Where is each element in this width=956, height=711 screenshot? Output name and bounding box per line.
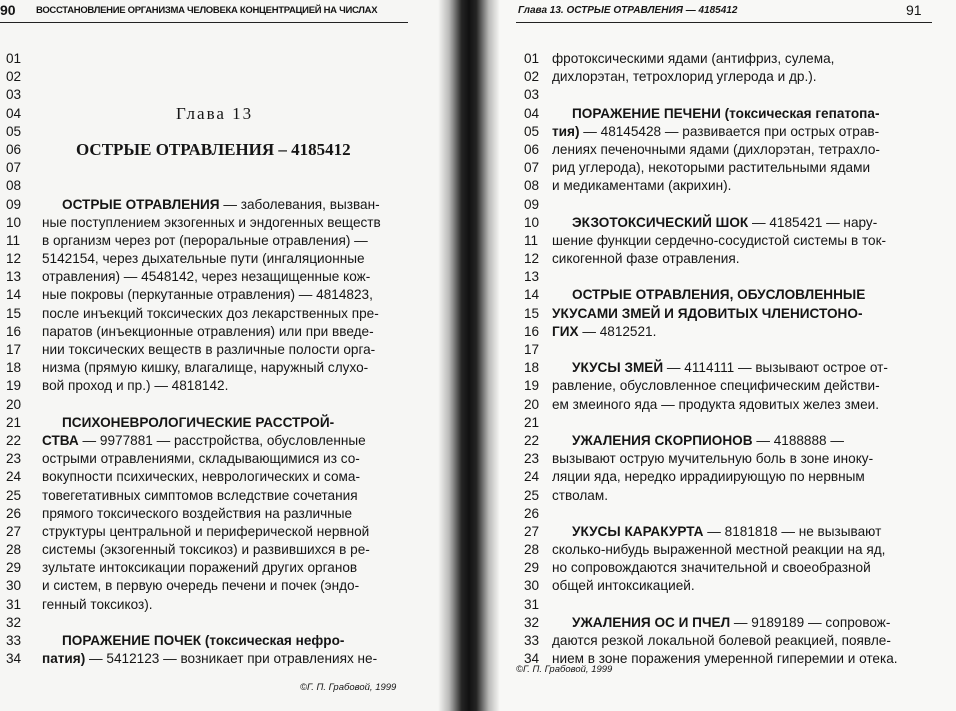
- line-number: 02: [524, 69, 540, 85]
- body-text: ем змеиного яда — продукта ядовитых желез змеи.: [552, 396, 880, 412]
- line-text: [552, 523, 881, 541]
- line-number: 25: [6, 487, 22, 503]
- bold-term: патия): [42, 651, 86, 667]
- line-number: 30: [6, 578, 22, 594]
- bold-term: ОСТРЫЕ ОТРАВЛЕНИЯ: [62, 196, 220, 212]
- text-line: [0, 232, 452, 250]
- line-number: 06: [6, 141, 22, 157]
- line-number: 18: [524, 360, 540, 376]
- text-line: [0, 377, 452, 395]
- text-line: [0, 341, 452, 359]
- line-text: [42, 268, 370, 286]
- line-text: [552, 396, 879, 414]
- text-line: [0, 541, 452, 559]
- text-line: [452, 68, 956, 86]
- bold-term: УКУСЫ ЗМЕЙ: [572, 360, 664, 376]
- line-number: 24: [6, 469, 22, 485]
- line-number: 19: [524, 378, 540, 394]
- line-text: [552, 577, 695, 595]
- line-number: 28: [524, 542, 540, 558]
- bold-term: СТВА: [42, 432, 79, 448]
- line-text: [42, 232, 368, 250]
- body-text: — 8181818 — не вызывают: [703, 523, 882, 539]
- body-text: — 4114111 — вызывают острое от-: [663, 360, 888, 376]
- line-number: 11: [524, 232, 539, 248]
- line-text: [42, 450, 360, 468]
- line-text: [552, 214, 877, 232]
- text-line: [452, 196, 956, 214]
- bold-term: ПОРАЖЕНИЕ ПОЧЕК (токсическая нефро-: [62, 633, 345, 648]
- line-text: [42, 650, 377, 668]
- text-line: [452, 232, 956, 250]
- line-text: [552, 559, 871, 577]
- bold-term: УЖАЛЕНИЯ ОС И ПЧЕЛ: [572, 614, 731, 630]
- body-text: и медикаментами (акрихин).: [552, 178, 732, 194]
- line-text: [552, 632, 891, 650]
- body-text: — 5412123 — возникает при отравлениях не-: [85, 651, 378, 667]
- line-number: 33: [524, 633, 540, 648]
- text-line: [0, 650, 452, 668]
- line-text: [42, 596, 153, 614]
- body-text: — заболевания, вызван-: [219, 196, 380, 212]
- left-page: [0, 0, 452, 711]
- line-number: 04: [6, 105, 22, 121]
- bold-term: ПСИХОНЕВРОЛОГИЧЕСКИЕ РАССТРОЙ-: [62, 414, 335, 430]
- line-text: [42, 487, 358, 505]
- line-text: [42, 541, 370, 559]
- line-text: [552, 177, 731, 195]
- text-line: [452, 177, 956, 195]
- body-text: общей интоксикацией.: [552, 578, 695, 594]
- body-text: системы (экзогенный токсикоз) и развившихся в ре-: [42, 542, 370, 558]
- line-number: 09: [6, 196, 22, 212]
- text-line: [452, 323, 956, 341]
- body-text: зультате интоксикации поражений других органов: [42, 560, 358, 576]
- line-number: 03: [524, 87, 540, 103]
- line-number: 13: [524, 269, 540, 285]
- line-number: 32: [524, 614, 540, 630]
- body-text: товегетативных симптомов вследствие сочетания: [42, 487, 358, 503]
- line-number: 34: [524, 651, 540, 667]
- text-line: [0, 68, 452, 86]
- line-number: 02: [6, 69, 22, 85]
- text-line: [0, 396, 452, 414]
- line-number: 01: [6, 51, 22, 66]
- bold-term: ОСТРЫЕ ОТРАВЛЕНИЯ, ОБУСЛОВЛЕННЫЕ: [572, 287, 866, 303]
- left-copyright: ©Г. П. Грабовой, 1999: [300, 682, 397, 693]
- line-text: [552, 487, 608, 505]
- text-line: [452, 614, 956, 632]
- text-line: [452, 123, 956, 141]
- line-text: [552, 614, 890, 632]
- line-number: 12: [524, 251, 540, 267]
- body-text: равление, обусловленное специфическим действи-: [552, 378, 880, 394]
- text-line: [452, 596, 956, 614]
- line-number: 12: [6, 251, 22, 267]
- right-copyright: ©Г. П. Грабовой, 1999: [516, 664, 613, 675]
- body-text: стволам.: [552, 487, 608, 503]
- line-number: 27: [524, 523, 540, 539]
- line-number: 22: [6, 432, 22, 448]
- left-page-lines: [0, 50, 452, 668]
- body-text: структуры центральной и периферической нервной: [42, 523, 370, 539]
- text-line: [452, 632, 956, 650]
- body-text: — 4188888 —: [752, 432, 844, 448]
- text-line: [452, 541, 956, 559]
- line-text: [42, 286, 373, 304]
- body-text: шение функции сердечно-сосудистой системы в ток-: [552, 232, 887, 248]
- body-text: ляции яда, нередко иррадиирующую по нервным: [552, 469, 865, 485]
- line-number: 15: [6, 305, 22, 321]
- text-line: [0, 196, 452, 214]
- body-text: после инъекций токсических доз лекарственных пре-: [42, 305, 379, 321]
- text-line: [0, 523, 452, 541]
- text-line: [0, 359, 452, 377]
- line-text: [552, 250, 739, 268]
- line-number: 04: [524, 105, 540, 121]
- right-page-header: [452, 2, 956, 22]
- text-line: [0, 450, 452, 468]
- bold-term: УКУСЫ КАРАКУРТА: [572, 523, 704, 539]
- left-page-header: [0, 2, 420, 22]
- text-line: [0, 632, 452, 650]
- bold-term: ГИХ: [552, 323, 579, 339]
- line-text: [42, 305, 379, 323]
- text-line: [0, 268, 452, 286]
- line-number: 26: [524, 505, 540, 521]
- line-text: [552, 323, 656, 341]
- line-number: 17: [524, 342, 540, 357]
- line-number: 30: [524, 578, 540, 594]
- text-line: [452, 450, 956, 468]
- body-text: сколько-нибудь выраженной местной реакции на яд,: [552, 542, 886, 558]
- right-page-number: 91: [906, 2, 922, 18]
- body-text: дихлорэтан, тетрохлорид углерода и др.).: [552, 69, 817, 85]
- text-line: [0, 141, 452, 159]
- text-line: [452, 214, 956, 232]
- line-number: 14: [524, 287, 540, 303]
- text-line: [452, 577, 956, 595]
- line-text: [42, 577, 359, 595]
- line-number: 23: [524, 451, 540, 467]
- body-text: — 9189189 — сопровож-: [730, 614, 891, 630]
- line-number: 05: [524, 123, 540, 139]
- left-page-number: 90: [0, 2, 16, 18]
- right-page: [452, 0, 956, 711]
- line-text: [552, 68, 817, 86]
- right-running-head: Глава 13. ОСТРЫЕ ОТРАВЛЕНИЯ — 4185412: [518, 5, 738, 16]
- line-text: [552, 105, 879, 123]
- line-text: [552, 541, 885, 559]
- bold-term: УКУСАМИ ЗМЕЙ И ЯДОВИТЫХ ЧЛЕНИСТОНО-: [552, 305, 863, 321]
- body-text: — 9977881 — расстройства, обусловленные: [78, 432, 366, 448]
- body-text: ные поступлением экзогенных и эндогенных веществ: [42, 214, 381, 230]
- text-line: [0, 50, 452, 68]
- text-line: [0, 559, 452, 577]
- line-number: 17: [6, 342, 22, 357]
- text-line: [452, 359, 956, 377]
- text-line: [0, 468, 452, 486]
- body-text: низма (прямую кишку, влагалище, наружный слухо-: [42, 360, 369, 376]
- line-text: [552, 286, 865, 304]
- line-text: [552, 141, 880, 159]
- left-running-head: ВОССТАНОВЛЕНИЕ ОРГАНИЗМА ЧЕЛОВЕКА КОНЦЕНТРАЦИЕЙ НА ЧИСЛАХ: [36, 5, 378, 16]
- line-number: 01: [524, 51, 540, 66]
- line-number: 24: [524, 469, 540, 485]
- body-text: — 48145428 — развивается при острых отрав-: [579, 123, 880, 139]
- line-text: [552, 450, 873, 468]
- line-text: [552, 305, 862, 323]
- body-text: фротоксическими ядами (антифриз, сулема,: [552, 51, 835, 66]
- line-number: 03: [6, 87, 22, 103]
- body-text: острыми отравлениями, складывающимися из со-: [42, 451, 360, 467]
- line-number: 18: [6, 360, 22, 376]
- text-line: [452, 105, 956, 123]
- line-number: 10: [6, 214, 22, 230]
- line-number: 34: [6, 651, 22, 667]
- text-line: [452, 505, 956, 523]
- line-text: [42, 377, 228, 395]
- line-number: 29: [6, 560, 22, 576]
- line-number: 27: [6, 523, 22, 539]
- line-number: 10: [524, 214, 540, 230]
- text-line: [452, 286, 956, 304]
- text-line: [0, 414, 452, 432]
- line-text: [552, 232, 886, 250]
- body-text: 5142154, через дыхательные пути (ингаляционные: [42, 251, 365, 267]
- line-number: 08: [524, 178, 540, 194]
- body-text: рид углерода), некоторыми растительными ядами: [552, 160, 871, 176]
- line-number: 07: [524, 160, 540, 176]
- line-text: [42, 559, 357, 577]
- text-line: [452, 559, 956, 577]
- body-text: и систем, в первую очередь печени и почек (эндо-: [42, 578, 360, 594]
- line-number: 29: [524, 560, 540, 576]
- chapter-heading: Глава 13: [176, 103, 254, 123]
- line-text: [42, 523, 369, 541]
- text-line: [0, 159, 452, 177]
- line-text: [42, 323, 374, 341]
- text-line: [0, 214, 452, 232]
- text-line: [0, 305, 452, 323]
- text-line: [452, 305, 956, 323]
- text-line: [452, 432, 956, 450]
- text-line: [452, 86, 956, 104]
- line-text: [552, 432, 844, 450]
- text-line: [452, 377, 956, 395]
- line-text: [42, 414, 334, 432]
- line-text: [42, 196, 380, 214]
- text-line: [0, 596, 452, 614]
- line-number: 23: [6, 451, 22, 467]
- line-number: 14: [6, 287, 22, 303]
- text-line: [452, 268, 956, 286]
- body-text: отравления) — 4548142, через незащищенные кож-: [42, 269, 371, 285]
- body-text: прямого токсического воздействия на различные: [42, 505, 353, 521]
- line-number: 20: [6, 396, 22, 412]
- text-line: [452, 141, 956, 159]
- line-text: [42, 359, 368, 377]
- line-text: [42, 432, 366, 450]
- bold-term: ЭКЗОТОКСИЧЕСКИЙ ШОК: [572, 214, 749, 230]
- line-text: [552, 50, 834, 68]
- line-number: 20: [524, 396, 540, 412]
- line-text: [552, 359, 888, 377]
- text-line: [0, 86, 452, 104]
- line-number: 33: [6, 633, 22, 648]
- right-page-lines: [452, 50, 956, 668]
- line-number: 31: [524, 596, 540, 612]
- line-number: 16: [524, 323, 540, 339]
- text-line: [452, 468, 956, 486]
- text-line: [0, 286, 452, 304]
- line-number: 32: [6, 614, 22, 630]
- bold-term: УЖАЛЕНИЯ СКОРПИОНОВ: [572, 432, 753, 448]
- line-text: [552, 159, 870, 177]
- text-line: [452, 250, 956, 268]
- text-line: [0, 432, 452, 450]
- text-line: [452, 487, 956, 505]
- line-number: 21: [6, 414, 22, 430]
- text-line: [452, 523, 956, 541]
- line-text: [42, 632, 344, 650]
- text-line: [0, 614, 452, 632]
- line-number: 16: [6, 323, 22, 339]
- text-line: [0, 323, 452, 341]
- body-text: паратов (инъекционные отравления) или при введе-: [42, 323, 374, 339]
- line-text: [552, 468, 865, 486]
- body-text: нием в зоне поражения умеренной гиперемии и отека.: [552, 651, 898, 667]
- chapter-title: ОСТРЫЕ ОТРАВЛЕНИЯ – 4185412: [76, 139, 351, 159]
- text-line: [0, 177, 452, 195]
- body-text: — 4185421 — нару-: [748, 214, 878, 230]
- line-number: 09: [524, 196, 540, 212]
- line-number: 21: [524, 414, 540, 430]
- line-text: [552, 123, 879, 141]
- text-line: [452, 414, 956, 432]
- line-number: 31: [6, 596, 22, 612]
- body-text: ные покровы (перкутанные отравления) — 4814823,: [42, 287, 373, 303]
- line-number: 15: [524, 305, 540, 321]
- body-text: но сопровождаются значительной и своеобразной: [552, 560, 871, 576]
- line-number: 22: [524, 432, 540, 448]
- line-number: 07: [6, 160, 22, 176]
- body-text: вокупности психических, неврологических и сома-: [42, 469, 360, 485]
- line-text: [42, 214, 381, 232]
- text-line: [0, 505, 452, 523]
- text-line: [452, 159, 956, 177]
- body-text: нии токсических веществ в различные полости орга-: [42, 342, 376, 357]
- body-text: генный токсикоз).: [42, 596, 153, 612]
- text-line: [0, 487, 452, 505]
- text-line: [452, 396, 956, 414]
- line-text: [42, 468, 360, 486]
- line-number: 28: [6, 542, 22, 558]
- text-line: [452, 341, 956, 359]
- line-text: [42, 505, 352, 523]
- body-text: вой проход и пр.) — 4818142.: [42, 378, 229, 394]
- bold-term: тия): [552, 123, 580, 139]
- book-gutter-shadow: [438, 0, 500, 711]
- body-text: сикогенной фазе отравления.: [552, 251, 740, 267]
- body-text: — 4812521.: [578, 323, 657, 339]
- bold-term: ПОРАЖЕНИЕ ПЕЧЕНИ (токсическая гепатопа-: [572, 105, 880, 121]
- right-header-rule: [516, 22, 932, 23]
- text-line: [0, 250, 452, 268]
- body-text: вызывают острую мучительную боль в зоне иноку-: [552, 451, 874, 467]
- line-number: 26: [6, 505, 22, 521]
- line-number: 06: [524, 141, 540, 157]
- text-line: [452, 50, 956, 68]
- line-number: 08: [6, 178, 22, 194]
- body-text: даются резкой локальной болевой реакцией, появле-: [552, 633, 891, 648]
- line-number: 19: [6, 378, 22, 394]
- text-line: [0, 577, 452, 595]
- body-text: лениях печеночными ядами (дихлорэтан, тетрахло-: [552, 141, 880, 157]
- line-number: 05: [6, 123, 22, 139]
- line-text: [42, 250, 365, 268]
- text-line: [0, 105, 452, 123]
- line-text: [42, 341, 375, 359]
- text-line: [0, 123, 452, 141]
- left-header-rule: [0, 22, 408, 23]
- line-number: 25: [524, 487, 540, 503]
- line-text: [552, 377, 880, 395]
- body-text: в организм через рот (пероральные отравления) —: [42, 232, 368, 248]
- line-number: 13: [6, 269, 22, 285]
- line-number: 11: [6, 232, 21, 248]
